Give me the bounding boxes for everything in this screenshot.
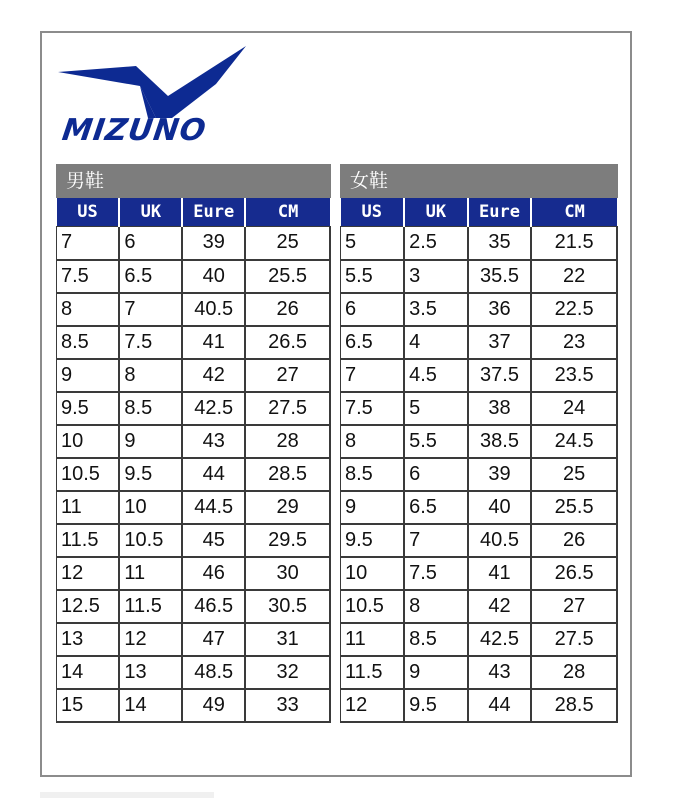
size-cell: 6 xyxy=(119,227,182,260)
size-cell: 9 xyxy=(404,656,468,689)
table-row xyxy=(57,425,331,458)
size-cell: 13 xyxy=(57,623,120,656)
size-cell: 37.5 xyxy=(468,359,532,392)
size-cell: 28.5 xyxy=(531,689,617,722)
size-cell: 12 xyxy=(57,557,120,590)
size-cell: 43 xyxy=(182,425,245,458)
size-cell: 26 xyxy=(531,524,617,557)
table-row xyxy=(341,623,618,656)
size-cell: 30 xyxy=(245,557,330,590)
table-row xyxy=(341,656,618,689)
size-cell: 8.5 xyxy=(404,623,468,656)
size-cell: 39 xyxy=(468,458,532,491)
size-cell: 11.5 xyxy=(57,524,120,557)
size-cell: 32 xyxy=(245,656,330,689)
size-cell: 38.5 xyxy=(468,425,532,458)
brand-wordmark: MIZUNO xyxy=(60,113,209,148)
size-cell: 8 xyxy=(119,359,182,392)
table-row xyxy=(341,425,618,458)
size-cell: 8.5 xyxy=(57,326,120,359)
size-cell: 27.5 xyxy=(531,623,617,656)
size-cell: 8 xyxy=(404,590,468,623)
size-cell: 15 xyxy=(57,689,120,722)
size-cell: 4 xyxy=(404,326,468,359)
size-cell: 42 xyxy=(468,590,532,623)
size-cell: 23.5 xyxy=(531,359,617,392)
size-cell: 9.5 xyxy=(404,689,468,722)
size-cell: 41 xyxy=(182,326,245,359)
table-row xyxy=(341,359,618,392)
size-cell: 12 xyxy=(119,623,182,656)
women-size-panel xyxy=(340,164,618,723)
column-header-uk: UK xyxy=(404,198,468,227)
table-row xyxy=(57,623,331,656)
size-cell: 4.5 xyxy=(404,359,468,392)
column-header-us: US xyxy=(341,198,405,227)
table-row xyxy=(341,491,618,524)
size-cell: 9.5 xyxy=(341,524,405,557)
size-cell: 5.5 xyxy=(404,425,468,458)
size-cell: 12.5 xyxy=(57,590,120,623)
size-cell: 40 xyxy=(182,260,245,293)
size-cell: 44 xyxy=(182,458,245,491)
size-cell: 40 xyxy=(468,491,532,524)
table-row xyxy=(341,260,618,293)
size-cell: 11 xyxy=(57,491,120,524)
table-row xyxy=(341,557,618,590)
table-row xyxy=(57,458,331,491)
footer-divider xyxy=(40,792,214,798)
size-cell: 23 xyxy=(531,326,617,359)
size-cell: 7.5 xyxy=(119,326,182,359)
size-cell: 27 xyxy=(531,590,617,623)
size-cell: 35 xyxy=(468,227,532,260)
size-cell: 37 xyxy=(468,326,532,359)
men-table-header-row xyxy=(57,198,331,227)
table-row xyxy=(341,326,618,359)
table-row xyxy=(341,227,618,260)
size-cell: 7 xyxy=(119,293,182,326)
table-row xyxy=(341,458,618,491)
size-cell: 5 xyxy=(404,392,468,425)
size-cell: 11 xyxy=(341,623,405,656)
table-row xyxy=(57,392,331,425)
size-cell: 29.5 xyxy=(245,524,330,557)
size-cell: 26 xyxy=(245,293,330,326)
size-cell: 22.5 xyxy=(531,293,617,326)
table-row xyxy=(57,326,331,359)
table-row xyxy=(341,524,618,557)
size-cell: 41 xyxy=(468,557,532,590)
size-cell: 38 xyxy=(468,392,532,425)
size-cell: 40.5 xyxy=(468,524,532,557)
size-cell: 27.5 xyxy=(245,392,330,425)
table-row xyxy=(57,656,331,689)
men-table-body xyxy=(57,227,331,722)
size-cell: 7 xyxy=(57,227,120,260)
size-cell: 7.5 xyxy=(57,260,120,293)
table-row xyxy=(57,293,331,326)
size-cell: 24 xyxy=(531,392,617,425)
size-cell: 31 xyxy=(245,623,330,656)
men-size-panel xyxy=(56,164,331,723)
size-cell: 24.5 xyxy=(531,425,617,458)
size-cell: 8 xyxy=(57,293,120,326)
size-cell: 8 xyxy=(341,425,405,458)
size-cell: 11.5 xyxy=(341,656,405,689)
size-cell: 27 xyxy=(245,359,330,392)
size-cell: 10.5 xyxy=(119,524,182,557)
size-cell: 44 xyxy=(468,689,532,722)
size-cell: 45 xyxy=(182,524,245,557)
women-table-header-row xyxy=(341,198,618,227)
size-cell: 10.5 xyxy=(341,590,405,623)
men-panel-title: 男鞋 xyxy=(56,164,331,198)
size-cell: 26.5 xyxy=(245,326,330,359)
size-cell: 42.5 xyxy=(468,623,532,656)
size-cell: 7.5 xyxy=(341,392,405,425)
size-cell: 28 xyxy=(245,425,330,458)
size-cell: 9 xyxy=(341,491,405,524)
table-row xyxy=(57,557,331,590)
size-cell: 28 xyxy=(531,656,617,689)
table-row xyxy=(57,227,331,260)
table-row xyxy=(57,359,331,392)
size-cell: 13 xyxy=(119,656,182,689)
table-row xyxy=(341,392,618,425)
men-size-table xyxy=(56,198,331,723)
size-cell: 42 xyxy=(182,359,245,392)
size-cell: 10 xyxy=(119,491,182,524)
column-header-us: US xyxy=(57,198,120,227)
size-cell: 3.5 xyxy=(404,293,468,326)
size-cell: 11 xyxy=(119,557,182,590)
table-row xyxy=(341,689,618,722)
size-cell: 11.5 xyxy=(119,590,182,623)
size-cell: 40.5 xyxy=(182,293,245,326)
size-cell: 47 xyxy=(182,623,245,656)
size-cell: 36 xyxy=(468,293,532,326)
size-cell: 6.5 xyxy=(119,260,182,293)
size-cell: 46 xyxy=(182,557,245,590)
size-cell: 25 xyxy=(245,227,330,260)
size-cell: 8.5 xyxy=(119,392,182,425)
women-table-body xyxy=(341,227,618,722)
size-cell: 26.5 xyxy=(531,557,617,590)
size-cell: 10 xyxy=(341,557,405,590)
size-cell: 10 xyxy=(57,425,120,458)
column-header-eure: Eure xyxy=(468,198,532,227)
column-header-uk: UK xyxy=(119,198,182,227)
size-cell: 30.5 xyxy=(245,590,330,623)
table-row xyxy=(57,689,331,722)
table-row xyxy=(57,260,331,293)
size-cell: 44.5 xyxy=(182,491,245,524)
size-cell: 7 xyxy=(404,524,468,557)
size-cell: 35.5 xyxy=(468,260,532,293)
size-cell: 7.5 xyxy=(404,557,468,590)
women-panel-title: 女鞋 xyxy=(340,164,618,198)
size-cell: 39 xyxy=(182,227,245,260)
size-cell: 33 xyxy=(245,689,330,722)
size-cell: 6.5 xyxy=(341,326,405,359)
size-cell: 48.5 xyxy=(182,656,245,689)
table-row xyxy=(341,293,618,326)
size-cell: 25.5 xyxy=(245,260,330,293)
table-row xyxy=(57,524,331,557)
size-cell: 42.5 xyxy=(182,392,245,425)
size-cell: 25.5 xyxy=(531,491,617,524)
size-cell: 22 xyxy=(531,260,617,293)
column-header-eure: Eure xyxy=(182,198,245,227)
women-size-table xyxy=(340,198,618,723)
table-row xyxy=(57,590,331,623)
size-cell: 9.5 xyxy=(119,458,182,491)
size-cell: 25 xyxy=(531,458,617,491)
size-cell: 28.5 xyxy=(245,458,330,491)
size-cell: 5 xyxy=(341,227,405,260)
table-row xyxy=(341,590,618,623)
table-row xyxy=(57,491,331,524)
size-cell: 21.5 xyxy=(531,227,617,260)
column-header-cm: CM xyxy=(531,198,617,227)
size-cell: 29 xyxy=(245,491,330,524)
size-cell: 10.5 xyxy=(57,458,120,491)
size-cell: 12 xyxy=(341,689,405,722)
size-cell: 6 xyxy=(341,293,405,326)
size-cell: 5.5 xyxy=(341,260,405,293)
size-cell: 7 xyxy=(341,359,405,392)
size-cell: 49 xyxy=(182,689,245,722)
size-cell: 6.5 xyxy=(404,491,468,524)
size-cell: 2.5 xyxy=(404,227,468,260)
size-cell: 14 xyxy=(57,656,120,689)
size-cell: 14 xyxy=(119,689,182,722)
size-cell: 46.5 xyxy=(182,590,245,623)
size-cell: 43 xyxy=(468,656,532,689)
size-cell: 9 xyxy=(119,425,182,458)
size-cell: 8.5 xyxy=(341,458,405,491)
size-cell: 9.5 xyxy=(57,392,120,425)
size-cell: 9 xyxy=(57,359,120,392)
size-cell: 6 xyxy=(404,458,468,491)
size-cell: 3 xyxy=(404,260,468,293)
column-header-cm: CM xyxy=(245,198,330,227)
